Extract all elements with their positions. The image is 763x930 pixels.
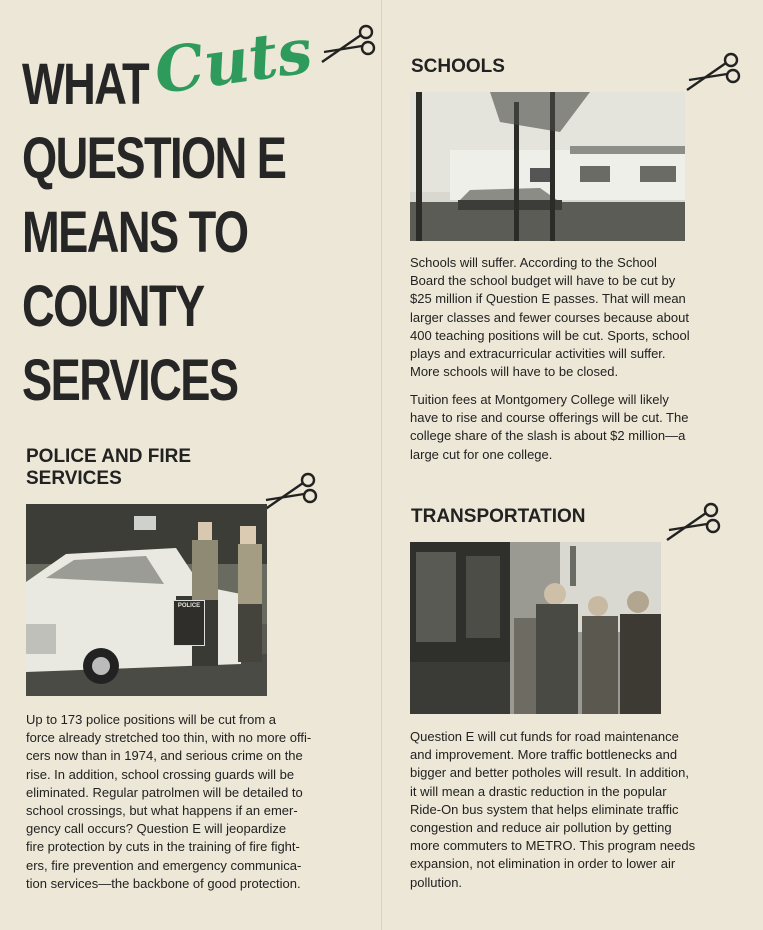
police-badge	[173, 600, 205, 646]
schools-line: Tuition fees at Montgomery College will likely	[410, 392, 669, 407]
police-fire-title	[26, 446, 191, 490]
police-line: rise. In addition, school crossing guards will be	[26, 766, 295, 782]
headline-line-3: MEANS TO	[22, 200, 248, 265]
transportation-line: and improvement. More traffic bottlenecks and	[410, 747, 678, 763]
schools-line: More schools will have to be closed.	[410, 364, 619, 380]
police-line: cers now than in 1974, and serious crime on the	[26, 748, 303, 764]
police-line: tion services—the backbone of good protection.	[26, 875, 301, 891]
police-badge-label: POLICE	[177, 603, 201, 609]
headline-line-4: COUNTY	[22, 274, 204, 339]
transportation-line: expansion, not elimination in order to lower air	[410, 856, 676, 872]
police-line: school crossings, but what happens if an emer-	[26, 803, 298, 819]
headline-line-1: WHAT	[22, 52, 149, 117]
schools-body-2	[410, 391, 737, 464]
schools-line: $25 million if Question E passes. That will mean	[410, 291, 686, 307]
schools-line: larger classes and fewer courses because about	[410, 309, 689, 325]
headline-line-5: SERVICES	[22, 348, 238, 413]
schools-body-1	[410, 254, 737, 381]
scissors-icon	[260, 470, 320, 514]
schools-line: Board the school budget will have to be cut by	[410, 273, 676, 289]
schools-line: 400 teaching positions will be cut. Sports, school	[410, 327, 690, 343]
transportation-line: bigger and better potholes will result. In addition,	[410, 765, 689, 781]
schools-line: large cut for one college.	[410, 446, 553, 462]
scissors-icon	[318, 22, 378, 66]
schools-line: college share of the slash is about $2 million—a	[410, 428, 686, 444]
headline	[22, 48, 287, 418]
transportation-line: it will mean a drastic reduction in the popular	[410, 783, 667, 799]
transportation-title: TRANSPORTATION	[411, 506, 586, 527]
police-fire-title-line-1: POLICE AND FIRE	[26, 446, 192, 467]
scissors-icon	[683, 50, 743, 94]
police-line: Up to 173 police positions will be cut from a	[26, 712, 277, 727]
police-fire-body	[26, 711, 352, 893]
police-line: fire protection by cuts in the training of fire fight-	[26, 839, 300, 855]
transportation-line: Question E will cut funds for road maintenance	[410, 729, 679, 744]
schools-line: have to rise and course offerings will be cut. The	[410, 410, 689, 426]
police-line: force already stretched too thin, with no more offi-	[26, 730, 312, 746]
schools-line: plays and extracurricular activities will suffer.	[410, 346, 666, 362]
police-line: ers, fire prevention and emergency communica-	[26, 857, 302, 873]
headline-line-2: QUESTION E	[22, 126, 286, 191]
transportation-line: more commuters to METRO. This program needs	[410, 838, 696, 854]
transportation-line: congestion and reduce air pollution by getting	[410, 820, 672, 836]
column-divider	[381, 0, 382, 930]
police-line: gency call occurs? Question E will jeopardize	[26, 821, 287, 837]
transportation-body	[410, 728, 737, 892]
transportation-line: Ride-On bus system that helps eliminate traffic	[410, 801, 679, 817]
schools-title: SCHOOLS	[411, 56, 505, 77]
police-car-photo	[26, 504, 267, 696]
bus-photo	[410, 542, 661, 714]
scissors-icon	[663, 500, 723, 544]
school-photo	[410, 92, 685, 241]
transportation-line: pollution.	[410, 874, 463, 890]
headline-accent: Cuts	[150, 14, 317, 109]
police-fire-title-line-2: SERVICES	[26, 468, 122, 489]
schools-line: Schools will suffer. According to the School	[410, 255, 657, 270]
police-line: eliminated. Regular patrolmen will be detailed to	[26, 784, 303, 800]
